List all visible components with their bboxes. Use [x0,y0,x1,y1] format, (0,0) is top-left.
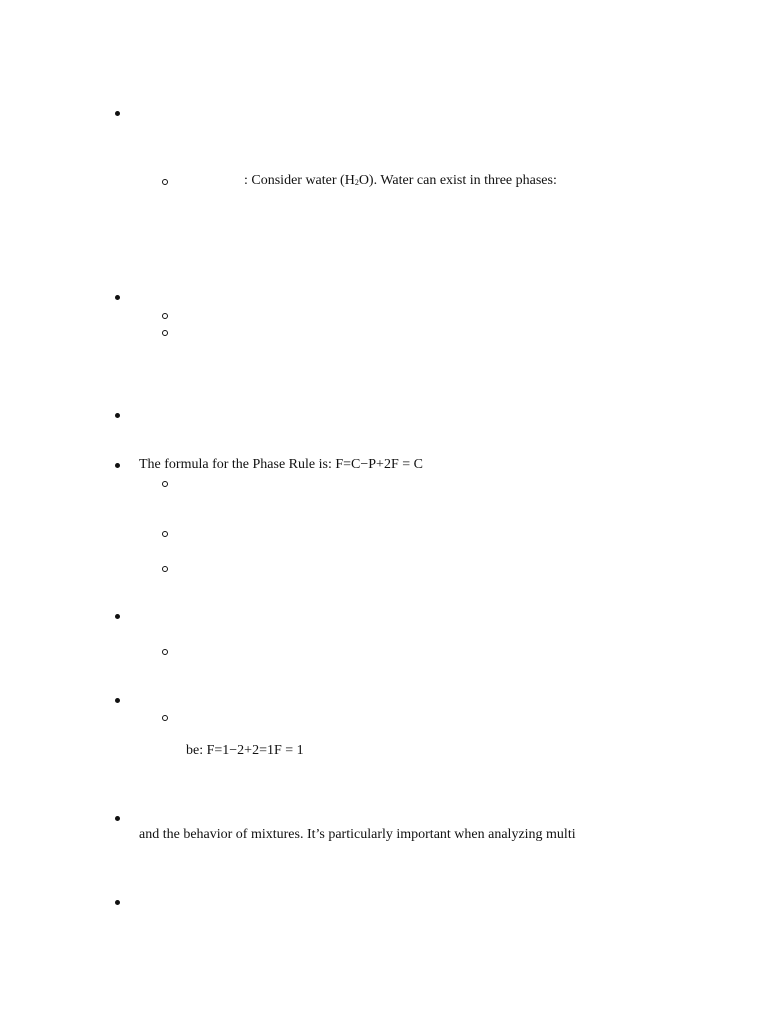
bullet-marker [114,613,122,621]
sub-bullet-marker [161,329,169,337]
sub-bullet-marker [161,648,169,656]
sub-bullet-marker [161,714,169,722]
sub-bullet-marker [161,530,169,538]
sub-bullet-marker [161,565,169,573]
sub-bullet-marker [161,178,169,186]
water-example-label: : Consider water (H [244,173,355,188]
bullet-marker [114,899,122,907]
formula-be-text: be: F=1−2+2=1F = 1 [186,743,304,758]
phase-rule-formula: The formula for the Phase Rule is: F=C−P+2F = C [139,457,423,472]
bullet-marker [114,697,122,705]
water-example-rest: O). Water can exist in three phases: [358,173,557,188]
mixtures-text: and the behavior of mixtures. It’s particularly important when analyzing multi [139,827,576,842]
bullet-marker [114,110,122,118]
bullet-marker [114,815,122,823]
bullet-marker [114,294,122,302]
bullet-marker [114,462,122,470]
bullet-marker [114,412,122,420]
sub-bullet-marker [161,312,169,320]
water-example-subscript: 2 [354,178,359,187]
water-example-text [244,173,557,191]
sub-bullet-marker [161,480,169,488]
